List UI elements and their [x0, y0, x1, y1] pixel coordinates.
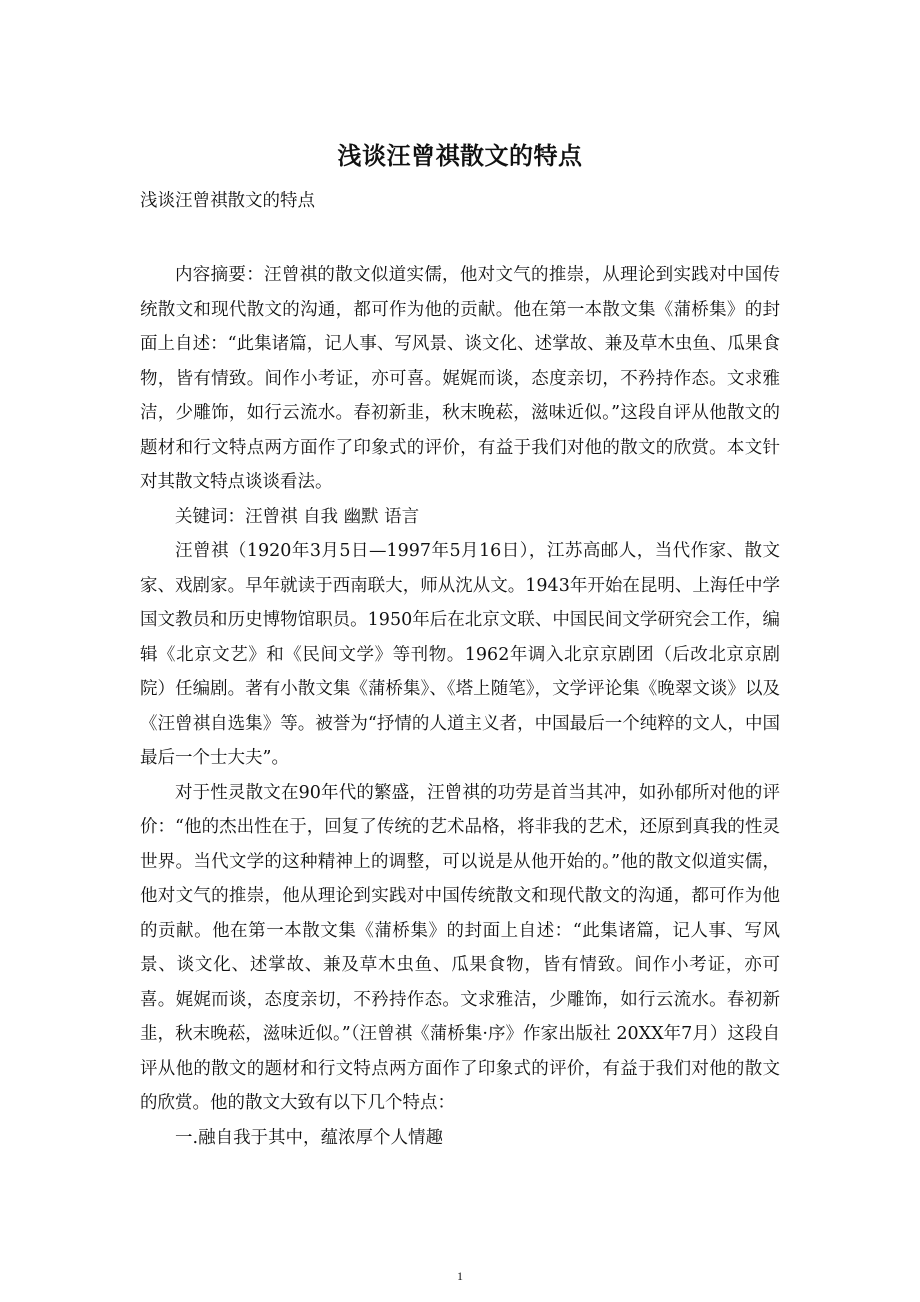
- keywords-paragraph: 关键词：汪曾祺 自我 幽默 语言: [175, 506, 420, 527]
- section-heading: 一.融自我于其中，蕴浓厚个人情趣: [175, 1127, 444, 1148]
- document-body: [140, 258, 780, 1155]
- document-title: 浅谈汪曾祺散文的特点: [337, 141, 583, 170]
- evaluation-paragraph: 对于性灵散文在90年代的繁盛，汪曾祺的功劳是首当其冲，如孙郁所对他的评价：“他的杰出性在于，回复了传统的艺术品格，将非我的艺术，还原到真我的性灵世界。当代文学的这种精神上的调整，可以说是从他开始的。”他的散文似道实儒，他对文气的推崇，他从理论到实践对中国传统散文和现代散文的沟通，都可作为他的贡献。他在第一本散文集《蒲桥集》的封面上自述：“此集诸篇，记人事、写风景、谈文化、述掌故、兼及草木虫鱼、瓜果食物，皆有情致。间作小考证，亦可喜。娓娓而谈，态度亲切，不矜持作态。文求雅洁，少雕饰，如行云流水。春初新韭，秋末晚菘，滋味近似。”（汪曾祺《蒲桥集·序》作家出版社 20XX年7月）这段自评从他的散文的题材和行文特点两方面作了印象式的评价，有益于我们对他的散文的欣赏。他的散文大致有以下几个特点：: [140, 782, 780, 1113]
- biography-paragraph: 汪曾祺（1920年3月5日—1997年5月16日），江苏高邮人，当代作家、散文家、戏剧家。早年就读于西南联大，师从沈从文。1943年开始在昆明、上海任中学国文教员和历史博物馆职员。1950年后在北京文联、中国民间文学研究会工作，编辑《北京文艺》和《民间文学》等刊物。1962年调入北京京剧团（后改北京京剧院）任编剧。著有小散文集《蒲桥集》、《塔上随笔》，文学评论集《晚翠文谈》以及《汪曾祺自选集》等。被誉为“抒情的人道主义者，中国最后一个纯粹的文人，中国最后一个士大夫”。: [140, 541, 780, 768]
- page-number: 1: [457, 1269, 463, 1283]
- abstract-paragraph: 内容摘要：汪曾祺的散文似道实儒，他对文气的推崇，从理论到实践对中国传统散文和现代散文的沟通，都可作为他的贡献。他在第一本散文集《蒲桥集》的封面上自述：“此集诸篇，记人事、写风景、谈文化、述掌故、兼及草木虫鱼、瓜果食物，皆有情致。间作小考证，亦可喜。娓娓而谈，态度亲切，不矜持作态。文求雅洁，少雕饰，如行云流水。春初新韭，秋末晚菘，滋味近似。”这段自评从他散文的题材和行文特点两方面作了印象式的评价，有益于我们对他的散文的欣赏。本文针对其散文特点谈谈看法。: [140, 265, 780, 492]
- document-subtitle: 浅谈汪曾祺散文的特点: [140, 191, 315, 211]
